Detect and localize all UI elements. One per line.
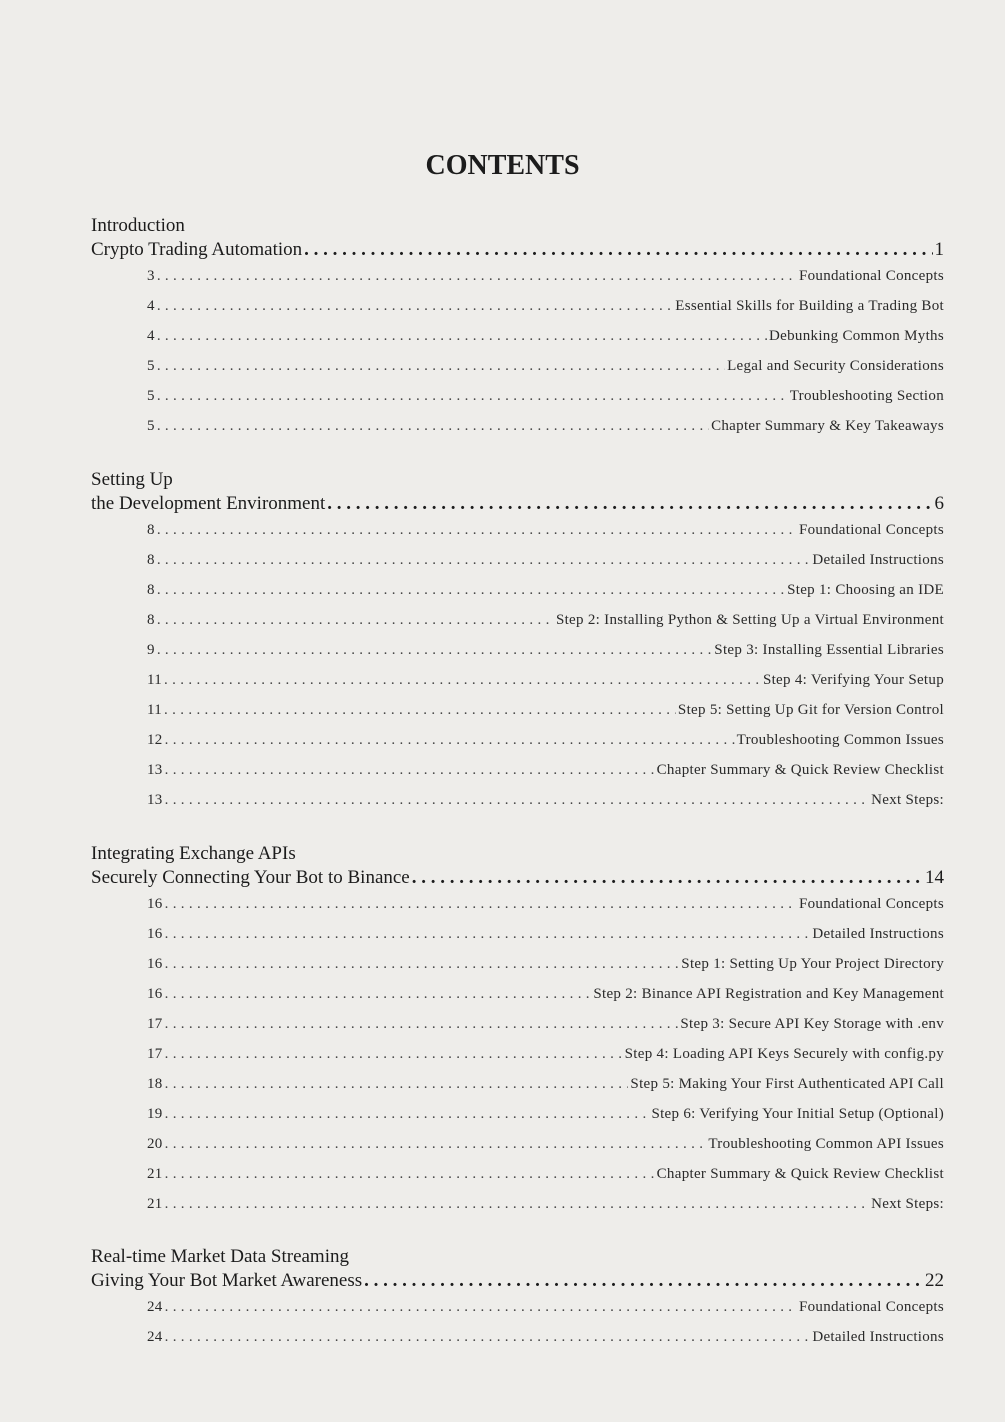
dot-leader	[165, 896, 797, 913]
entry-page-number: 5	[147, 418, 155, 434]
entry-page-number: 11	[147, 672, 163, 688]
chapter-title-row	[91, 238, 944, 262]
list-item[interactable]	[147, 1016, 944, 1046]
entry-list	[91, 522, 944, 822]
dot-leader	[157, 552, 811, 569]
chapter-title-line1: Setting Up	[91, 469, 173, 490]
entry-label: Detailed Instructions	[812, 1329, 944, 1345]
list-item[interactable]	[147, 672, 944, 702]
entry-page-number: 21	[147, 1196, 163, 1212]
entry-page-number: 17	[147, 1046, 163, 1062]
entry-label: Next Steps:	[871, 792, 944, 808]
entry-page-number: 13	[147, 792, 163, 808]
chapter-heading[interactable]	[91, 214, 944, 262]
entry-page-number: 16	[147, 986, 163, 1002]
list-item[interactable]	[147, 328, 944, 358]
dot-leader	[165, 1196, 870, 1213]
dot-leader	[165, 956, 680, 973]
list-item[interactable]	[147, 1166, 944, 1196]
list-item[interactable]	[147, 702, 944, 732]
dot-leader	[157, 328, 767, 345]
entry-page-number: 9	[147, 642, 155, 658]
list-item[interactable]	[147, 956, 944, 986]
entry-page-number: 8	[147, 522, 155, 538]
entry-label: Step 5: Making Your First Authenticated API Call	[630, 1076, 944, 1092]
list-item[interactable]	[147, 552, 944, 582]
entry-page-number: 16	[147, 896, 163, 912]
entry-label: Step 3: Installing Essential Libraries	[714, 642, 944, 658]
entry-list	[91, 1299, 944, 1359]
page-title: CONTENTS	[425, 150, 580, 181]
list-item[interactable]	[147, 582, 944, 612]
dot-leader	[165, 1046, 623, 1063]
entry-page-number: 8	[147, 552, 155, 568]
list-item[interactable]	[147, 388, 944, 418]
entry-page-number: 18	[147, 1076, 163, 1092]
entry-label: Step 3: Secure API Key Storage with .env	[680, 1016, 944, 1032]
entry-label: Chapter Summary & Key Takeaways	[711, 418, 944, 434]
entry-page-number: 13	[147, 762, 163, 778]
chapter-title-line2: Securely Connecting Your Bot to Binance	[91, 867, 410, 888]
dot-leader	[165, 1076, 629, 1093]
dot-leader	[157, 418, 709, 435]
entry-label: Foundational Concepts	[798, 896, 944, 912]
entry-label: Step 6: Verifying Your Initial Setup (Optional)	[651, 1106, 944, 1122]
chapter-page-number: 22	[925, 1270, 944, 1291]
chapter-page-number: 14	[925, 867, 944, 888]
entry-label: Troubleshooting Section	[789, 388, 944, 404]
chapter-title-row	[91, 866, 944, 890]
entry-page-number: 16	[147, 926, 163, 942]
entry-page-number: 8	[147, 612, 155, 628]
list-item[interactable]	[147, 1106, 944, 1136]
entry-page-number: 5	[147, 388, 155, 404]
entry-label: Foundational Concepts	[798, 522, 944, 538]
chapter-title-line2: Giving Your Bot Market Awareness	[91, 1270, 363, 1291]
list-item[interactable]	[147, 1329, 944, 1359]
entry-label: Next Steps:	[871, 1196, 944, 1212]
entry-label: Foundational Concepts	[798, 1299, 944, 1315]
entry-label: Step 4: Loading API Keys Securely with config.py	[624, 1046, 944, 1062]
dot-leader	[165, 1329, 811, 1346]
entry-page-number: 20	[147, 1136, 163, 1152]
entry-page-number: 8	[147, 582, 155, 598]
dot-leader	[157, 522, 797, 539]
entry-label: Step 5: Setting Up Git for Version Control	[677, 702, 944, 718]
dot-leader	[364, 1269, 923, 1293]
chapter-title-line1: Integrating Exchange APIs	[91, 843, 296, 864]
dot-leader	[165, 792, 870, 809]
list-item[interactable]	[147, 1076, 944, 1106]
dot-leader	[165, 1016, 679, 1033]
dot-leader	[165, 732, 735, 749]
dot-leader	[157, 642, 712, 659]
entry-label: Detailed Instructions	[812, 552, 944, 568]
chapter-heading[interactable]	[91, 842, 944, 890]
dot-leader	[157, 298, 673, 315]
entry-label: Chapter Summary & Quick Review Checklist	[656, 1166, 944, 1182]
list-item[interactable]	[147, 642, 944, 672]
entry-page-number: 3	[147, 268, 155, 284]
chapter-title-line1: Introduction	[91, 215, 185, 236]
entry-page-number: 4	[147, 298, 155, 314]
dot-leader	[165, 926, 811, 943]
entry-page-number: 24	[147, 1329, 163, 1345]
dot-leader	[157, 388, 788, 405]
list-item[interactable]	[147, 358, 944, 388]
dot-leader	[165, 1136, 707, 1153]
chapter-page-number: 1	[934, 239, 944, 260]
list-item[interactable]	[147, 1196, 944, 1226]
list-item[interactable]	[147, 986, 944, 1016]
dot-leader	[165, 1299, 797, 1316]
entry-label: Step 4: Verifying Your Setup	[762, 672, 944, 688]
dot-leader	[157, 358, 725, 375]
list-item[interactable]	[147, 1299, 944, 1329]
entry-label: Chapter Summary & Quick Review Checklist	[656, 762, 944, 778]
dot-leader	[164, 702, 676, 719]
entry-page-number: 17	[147, 1016, 163, 1032]
dot-leader	[165, 986, 592, 1003]
dot-leader	[165, 1166, 655, 1183]
chapter-title-line2: the Development Environment	[91, 493, 326, 514]
entry-list	[91, 268, 944, 448]
list-item[interactable]	[147, 522, 944, 552]
entry-label: Essential Skills for Building a Trading Bot	[675, 298, 944, 314]
chapter-heading[interactable]	[91, 1245, 944, 1293]
dot-leader	[165, 762, 655, 779]
chapter-page-number: 6	[934, 493, 944, 514]
list-item[interactable]	[147, 732, 944, 762]
entry-page-number: 16	[147, 956, 163, 972]
entry-label: Step 2: Installing Python & Setting Up a Virtual Environment	[555, 612, 944, 628]
entry-page-number: 24	[147, 1299, 163, 1315]
list-item[interactable]	[147, 268, 944, 298]
list-item[interactable]	[147, 762, 944, 792]
chapter-introduction	[91, 214, 944, 448]
entry-label: Troubleshooting Common API Issues	[708, 1136, 944, 1152]
dot-leader	[157, 612, 554, 629]
chapter-title-row	[91, 492, 944, 516]
list-item[interactable]	[147, 1046, 944, 1076]
entry-label: Detailed Instructions	[812, 926, 944, 942]
list-item[interactable]	[147, 1136, 944, 1166]
dot-leader	[164, 672, 761, 689]
entry-label: Legal and Security Considerations	[727, 358, 944, 374]
chapter-setting-up	[91, 468, 944, 822]
entry-label: Troubleshooting Common Issues	[736, 732, 944, 748]
chapter-heading[interactable]	[91, 468, 944, 516]
list-item[interactable]	[147, 896, 944, 926]
list-item[interactable]	[147, 926, 944, 956]
entry-label: Step 1: Choosing an IDE	[787, 582, 944, 598]
dot-leader	[327, 492, 932, 516]
entry-label: Step 2: Binance API Registration and Key Management	[593, 986, 944, 1002]
entry-page-number: 5	[147, 358, 155, 374]
chapter-title-line2: Crypto Trading Automation	[91, 239, 303, 260]
list-item[interactable]	[147, 298, 944, 328]
dot-leader	[165, 1106, 650, 1123]
entry-page-number: 11	[147, 702, 163, 718]
entry-page-number: 12	[147, 732, 163, 748]
dot-leader	[157, 268, 797, 285]
dot-leader	[304, 238, 932, 262]
dot-leader	[157, 582, 785, 599]
entry-page-number: 19	[147, 1106, 163, 1122]
list-item[interactable]	[147, 612, 944, 642]
chapter-title-line1: Real-time Market Data Streaming	[91, 1246, 349, 1267]
entry-list	[91, 896, 944, 1226]
entry-page-number: 4	[147, 328, 155, 344]
chapter-market-data	[91, 1245, 944, 1359]
entry-label: Debunking Common Myths	[769, 328, 944, 344]
list-item[interactable]	[147, 418, 944, 448]
entry-label: Foundational Concepts	[798, 268, 944, 284]
list-item[interactable]	[147, 792, 944, 822]
entry-label: Step 1: Setting Up Your Project Directory	[681, 956, 944, 972]
chapter-title-row	[91, 1269, 944, 1293]
chapter-integrating-apis	[91, 842, 944, 1226]
dot-leader	[412, 866, 923, 890]
entry-page-number: 21	[147, 1166, 163, 1182]
